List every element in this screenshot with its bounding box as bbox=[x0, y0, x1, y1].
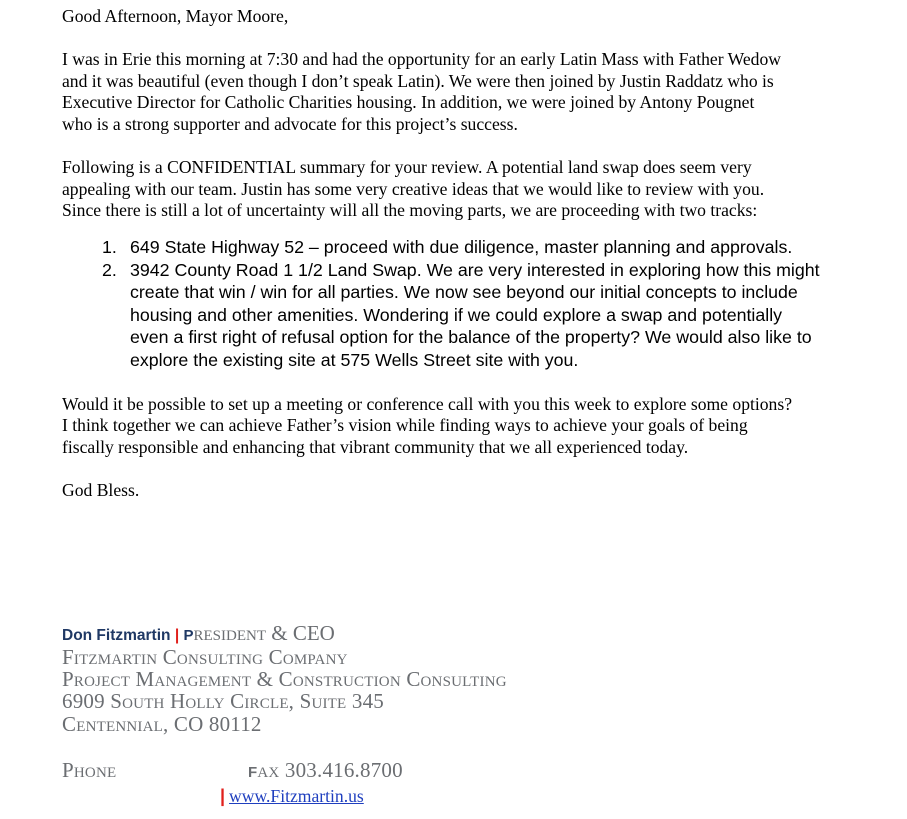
company-name: Fitzmartin Consulting Company bbox=[62, 645, 348, 669]
company-services: Project Management & Construction Consulting bbox=[62, 667, 507, 691]
title-lead: P bbox=[183, 627, 194, 644]
list-number: 1. bbox=[102, 236, 117, 257]
list-item bbox=[62, 259, 820, 372]
website-link[interactable]: www.Fitzmartin.us bbox=[229, 786, 364, 806]
signer-name: Don Fitzmartin bbox=[62, 627, 171, 644]
list-number: 2. bbox=[102, 259, 117, 280]
tracks-list bbox=[62, 236, 862, 372]
signature-name-line bbox=[62, 621, 335, 646]
greeting: Good Afternoon, Mayor Moore, bbox=[62, 6, 289, 26]
fax-number: ax 303.416.8700 bbox=[257, 758, 403, 782]
phone-label: Phone bbox=[62, 758, 117, 782]
paragraph-1: I was in Erie this morning at 7:30 and had the opportunity for an early Latin Mass with Father Wedow and it was beautiful (even though I don’t speak Latin). We were then joined by Justin Raddatz who is Executive Director for Catholic Charities housing. In addition, we were joined by Antony Pougnet who is a strong supporter and advocate for this project’s success. bbox=[62, 49, 781, 134]
signer-title: resident & CEO bbox=[193, 621, 335, 645]
list-text: 649 State Highway 52 – proceed with due diligence, master planning and approvals. bbox=[130, 236, 793, 257]
address-line-2: Centennial, CO 80112 bbox=[62, 712, 262, 736]
separator-bar: | bbox=[174, 627, 180, 644]
website-separator: | bbox=[220, 786, 226, 806]
email-body bbox=[62, 6, 862, 501]
website-line bbox=[220, 786, 364, 807]
paragraph-2: Following is a CONFIDENTIAL summary for your review. A potential land swap does seem very appealing with our team. Justin has some very creative ideas that we would like to review with you. Since there is still a lot of uncertainty will all the moving parts, we are proceeding with two tracks: bbox=[62, 157, 765, 221]
fax-line bbox=[248, 759, 403, 785]
list-text: 3942 County Road 1 1/2 Land Swap. We are very interested in exploring how this might create that win / win for all parties. We now see beyond our initial concepts to include housing and other amenities. Wondering if we could explore a swap and potentially even a first right of refusal option for the balance of the property? We would also like to explore the existing site at 575 Wells Street site with you. bbox=[130, 259, 820, 370]
closing: God Bless. bbox=[62, 479, 140, 500]
fax-lead: F bbox=[248, 764, 258, 781]
list-item bbox=[62, 236, 820, 259]
address-line-1: 6909 South Holly Circle, Suite 345 bbox=[62, 689, 384, 713]
paragraph-3: Would it be possible to set up a meeting or conference call with you this week to explore some options? I think together we can achieve Father’s vision while finding ways to achieve your goals of being fiscally responsible and enhancing that vibrant community that we all experienced today. bbox=[62, 393, 793, 457]
